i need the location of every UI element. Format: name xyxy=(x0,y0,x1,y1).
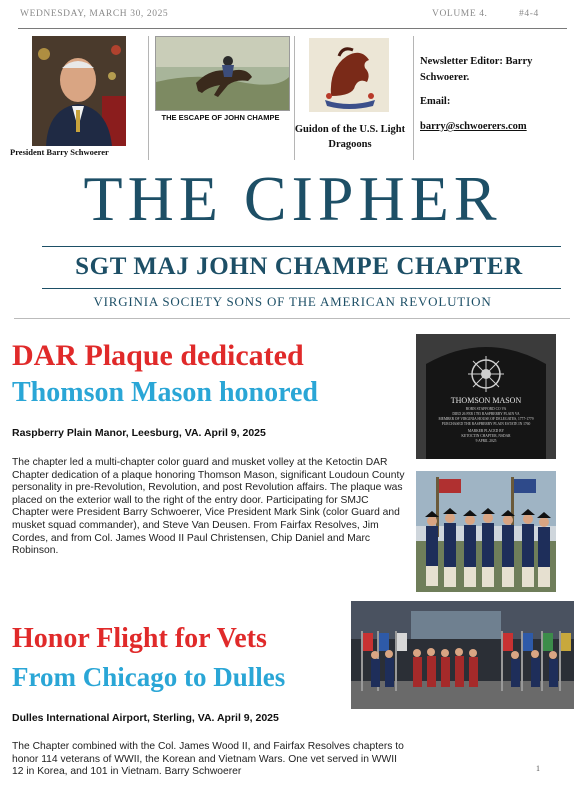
guidon-image xyxy=(309,38,389,112)
masthead-rule-lower xyxy=(14,318,570,319)
issue-number: #4-4 xyxy=(519,9,539,19)
escape-caption: THE ESCAPE OF JOHN CHAMPE xyxy=(161,113,280,122)
article1-body: The chapter led a multi-chapter color guard and musket volley at the Ketoctin DAR Chapter dedication of a plaque honoring Thomson Mason, significant Loudoun County personality in pre-Revolution, Revolution, and post Revolution affairs. The plaque was placed on the exterior wall to the right of the entry door. Participating for SMJC Chapter were President Barry Schwoerer, Vice President Mark Sink (color Guard and musket squad commander), and Steve Van Deusen. From Fairfax Resolves, Jim Cordes, and from Col. James Wood II Paul Christensen, Chip Daniel and Marc Robinson. xyxy=(12,457,405,557)
plaque-line: MARKER PLACED BY xyxy=(467,429,505,433)
plaque-line: MEMBER OF VIRGINIA HOUSE OF DELEGATES, 1777-1779 xyxy=(438,417,534,421)
article2-dateline: Dulles International Airport, Sterling, VA. April 9, 2025 xyxy=(12,712,279,724)
volume-label: VOLUME 4. xyxy=(432,9,488,19)
panel-divider xyxy=(148,36,149,160)
color-guard-photo xyxy=(416,471,556,592)
article2-headline: Honor Flight for Vets xyxy=(12,623,267,654)
plaque-line: 9 APRIL 2025 xyxy=(475,439,497,443)
email-label: Email: xyxy=(420,96,451,107)
article2-body: The Chapter combined with the Col. James Wood II, and Fairfax Resolves chapters to honor 114 veterans of WWII, the Korean and Vietnam Wars. One vet served in WWII 12 in Korea, and 101 in Vietnam. Barry Schwoerer xyxy=(12,741,404,778)
issue-date: WEDNESDAY, MARCH 30, 2025 xyxy=(20,9,169,19)
newsletter-title: THE CIPHER xyxy=(83,163,502,234)
president-photo xyxy=(32,36,126,146)
escape-painting xyxy=(155,36,290,111)
article1-subhead: Thomson Mason honored xyxy=(12,377,319,408)
article1-headline: DAR Plaque dedicated xyxy=(12,339,304,372)
president-caption: President Barry Schwoerer xyxy=(10,147,109,157)
plaque-name: THOMSON MASON xyxy=(450,396,522,405)
masthead-rule-bottom xyxy=(42,288,561,289)
plaque-line: DIED 26 FEB 1785 RASPBERRY PLAIN VA xyxy=(452,412,520,416)
panel-divider xyxy=(413,36,414,160)
masthead-rule-top xyxy=(42,246,561,247)
society-name: VIRGINIA SOCIETY SONS OF THE AMERICAN REVOLUTION xyxy=(93,294,492,309)
page-number: 1 xyxy=(536,764,540,773)
plaque-line: BORN STAFFORD CO VA xyxy=(465,407,507,411)
header-rule xyxy=(18,28,567,29)
plaque-line: KETOCTIN CHAPTER, NSDAR xyxy=(461,434,511,438)
email-link[interactable]: barry@schwoerers.com xyxy=(420,121,527,132)
guidon-caption: Guidon of the U.S. Light Dragoons xyxy=(294,124,406,150)
plaque-line: PURCHASED THE RASPBERRY PLAIN ESTATE IN 1760 xyxy=(441,422,531,426)
article2-subhead: From Chicago to Dulles xyxy=(12,662,286,692)
article1-dateline: Raspberry Plain Manor, Leesburg, VA. April 9, 2025 xyxy=(12,427,266,439)
honor-flight-photo xyxy=(351,601,574,709)
editor-label: Newsletter Editor: Barry Schwoerer. xyxy=(420,56,533,83)
chapter-name: SGT MAJ JOHN CHAMPE CHAPTER xyxy=(75,253,523,280)
plaque-photo xyxy=(416,334,556,459)
